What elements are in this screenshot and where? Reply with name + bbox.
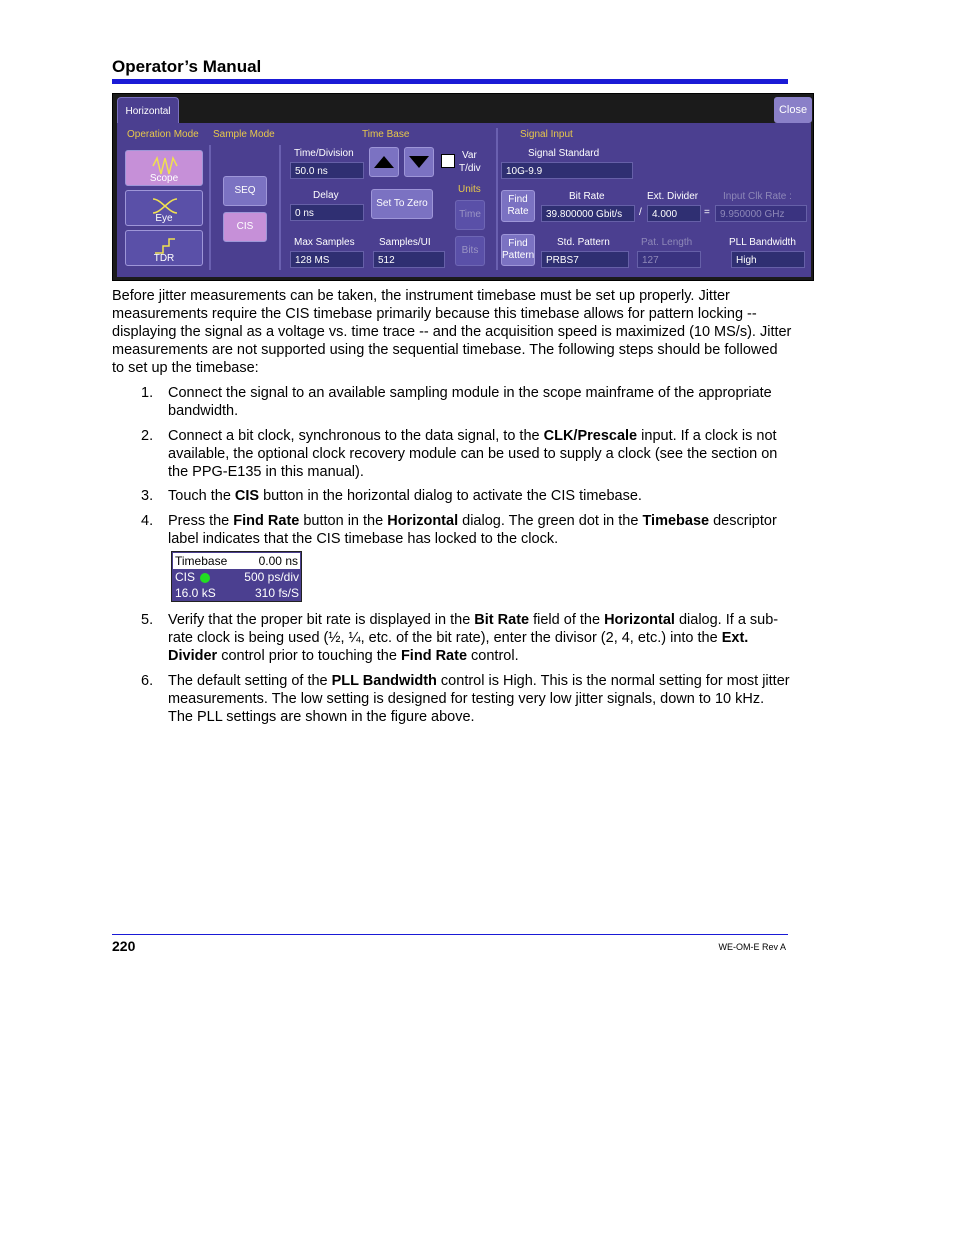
timebase-descriptor-label xyxy=(171,551,302,602)
time-division-field[interactable]: 50.0 ns xyxy=(290,162,364,179)
mode-scope-label: Scope xyxy=(149,173,179,184)
mode-eye-label: Eye xyxy=(155,213,173,224)
mode-tdr-label: TDR xyxy=(153,253,175,264)
time-division-label: Time/Division xyxy=(294,148,354,159)
input-clk-rate-field: 9.950000 GHz xyxy=(715,205,807,222)
step-number: 5. xyxy=(141,612,154,628)
descriptor-title: Timebase xyxy=(175,554,228,568)
units-time-button[interactable]: Time xyxy=(455,200,485,230)
set-to-zero-button[interactable]: Set To Zero xyxy=(371,189,433,219)
step-number: 2. xyxy=(141,428,154,444)
lock-status-dot xyxy=(200,573,210,583)
delay-field[interactable]: 0 ns xyxy=(290,204,364,221)
mode-tdr-button[interactable] xyxy=(125,230,203,266)
descriptor-samples: 16.0 kS xyxy=(175,586,216,600)
bit-rate-field[interactable]: 39.800000 Gbit/s xyxy=(541,205,635,222)
var-tdiv-checkbox[interactable] xyxy=(439,148,489,176)
cis-button[interactable]: CIS xyxy=(223,212,267,242)
checkbox-box[interactable] xyxy=(441,154,455,168)
find-pattern-line2: Pattern xyxy=(502,249,535,261)
page-header-title: Operator’s Manual xyxy=(112,57,262,76)
section-signal-input: Signal Input xyxy=(520,129,573,140)
pll-bandwidth-label: PLL Bandwidth xyxy=(729,237,796,248)
header-rule xyxy=(112,79,788,84)
units-bits-button[interactable]: Bits xyxy=(455,236,485,266)
separator xyxy=(496,128,498,270)
tdiv-label: T/div xyxy=(459,163,481,174)
ext-divider-field[interactable]: 4.000 xyxy=(647,205,701,222)
arrow-down-icon xyxy=(405,148,433,176)
close-button[interactable]: Close xyxy=(774,97,812,123)
dialog-body xyxy=(117,123,811,277)
descriptor-offset: 0.00 ns xyxy=(258,554,298,568)
increase-time-button[interactable] xyxy=(369,147,399,177)
signal-standard-field[interactable]: 10G-9.9 xyxy=(501,162,633,179)
document-id: WE-OM-E Rev A xyxy=(718,942,786,952)
seq-button[interactable]: SEQ xyxy=(223,176,267,206)
step-number: 3. xyxy=(141,488,154,504)
samples-ui-field[interactable]: 512 xyxy=(373,251,445,268)
ext-divider-label: Ext. Divider xyxy=(647,191,699,202)
page-number: 220 xyxy=(112,938,136,954)
equals-symbol: = xyxy=(704,207,710,218)
descriptor-header xyxy=(173,553,300,569)
horizontal-dialog-screenshot xyxy=(112,93,814,281)
mode-eye-button[interactable] xyxy=(125,190,203,226)
pat-length-label: Pat. Length xyxy=(641,237,693,248)
arrow-up-icon xyxy=(370,148,398,176)
step-text: Touch the CIS button in the horizontal dialog to activate the CIS timebase. xyxy=(168,488,642,504)
section-sample-mode: Sample Mode xyxy=(213,129,275,140)
pll-bandwidth-field[interactable]: High xyxy=(731,251,805,268)
step-number: 4. xyxy=(141,513,154,529)
delay-label: Delay xyxy=(313,190,339,201)
step-text: Connect a bit clock, synchronous to the data signal, to the CLK/Prescale input. If a clock is not available, the optional clock recovery module can be used to supply a clock (see the section on the PPG-E135 in this manual). xyxy=(168,428,778,480)
max-samples-label: Max Samples xyxy=(294,237,355,248)
step-number: 1. xyxy=(141,385,154,401)
find-rate-button[interactable] xyxy=(501,190,535,222)
pat-length-field: 127 xyxy=(637,251,701,268)
step-number: 6. xyxy=(141,673,154,689)
units-label: Units xyxy=(458,184,481,195)
find-rate-line2: Rate xyxy=(507,205,529,217)
separator xyxy=(209,145,211,270)
section-operation-mode: Operation Mode xyxy=(127,129,199,140)
slash-symbol: / xyxy=(639,207,642,218)
samples-ui-label: Samples/UI xyxy=(379,237,431,248)
var-label: Var xyxy=(462,150,477,161)
mode-scope-button[interactable] xyxy=(125,150,203,186)
descriptor-scale: 500 ps/div xyxy=(244,570,299,584)
find-pattern-line1: Find xyxy=(508,238,528,249)
input-clk-rate-label: Input Clk Rate : xyxy=(723,191,792,202)
section-time-base: Time Base xyxy=(362,129,410,140)
step-text: Connect the signal to an available sampling module in the scope mainframe of the appropriate bandwidth. xyxy=(168,385,772,419)
step-text: Press the Find Rate button in the Horizontal dialog. The green dot in the Timebase descriptor label indicates that the CIS timebase has locked to the clock. xyxy=(168,513,777,547)
bit-rate-label: Bit Rate xyxy=(569,191,605,202)
tab-horizontal[interactable]: Horizontal xyxy=(117,97,179,125)
signal-standard-label: Signal Standard xyxy=(528,148,600,159)
footer-rule xyxy=(112,934,788,935)
max-samples-field[interactable]: 128 MS xyxy=(290,251,364,268)
step-text: Verify that the proper bit rate is displayed in the Bit Rate field of the Horizontal dialog. If a sub-rate clock is being used (½, ¼, etc. of the bit rate), enter the divisor (2, 4, etc.) into the Ext. Divider control prior to touching the Find Rate control. xyxy=(168,612,779,664)
decrease-time-button[interactable] xyxy=(404,147,434,177)
intro-paragraph: Before jitter measurements can be taken, the instrument timebase must be set up properly. Jitter measurements require the CIS timebase primarily because this timebase allows for pattern locking -- displaying the signal as a voltage vs. time trace -- and the acquisition speed is maximized (10 MS/s). Jitter measurements are not supported using the sequential timebase. The following steps should be followed to set up the timebase: xyxy=(112,288,792,376)
std-pattern-field[interactable]: PRBS7 xyxy=(541,251,629,268)
find-pattern-button[interactable] xyxy=(501,234,535,266)
step-text: The default setting of the PLL Bandwidth control is High. This is the normal setting for most jitter measurements. The low setting is designed for testing very low jitter signals, down to 10 kHz. The PLL settings are shown in the figure above. xyxy=(168,673,790,725)
std-pattern-label: Std. Pattern xyxy=(557,237,610,248)
separator xyxy=(279,145,281,270)
descriptor-mode: CIS xyxy=(175,570,196,584)
find-rate-line1: Find xyxy=(508,194,528,205)
descriptor-rate: 310 fs/S xyxy=(254,586,299,600)
